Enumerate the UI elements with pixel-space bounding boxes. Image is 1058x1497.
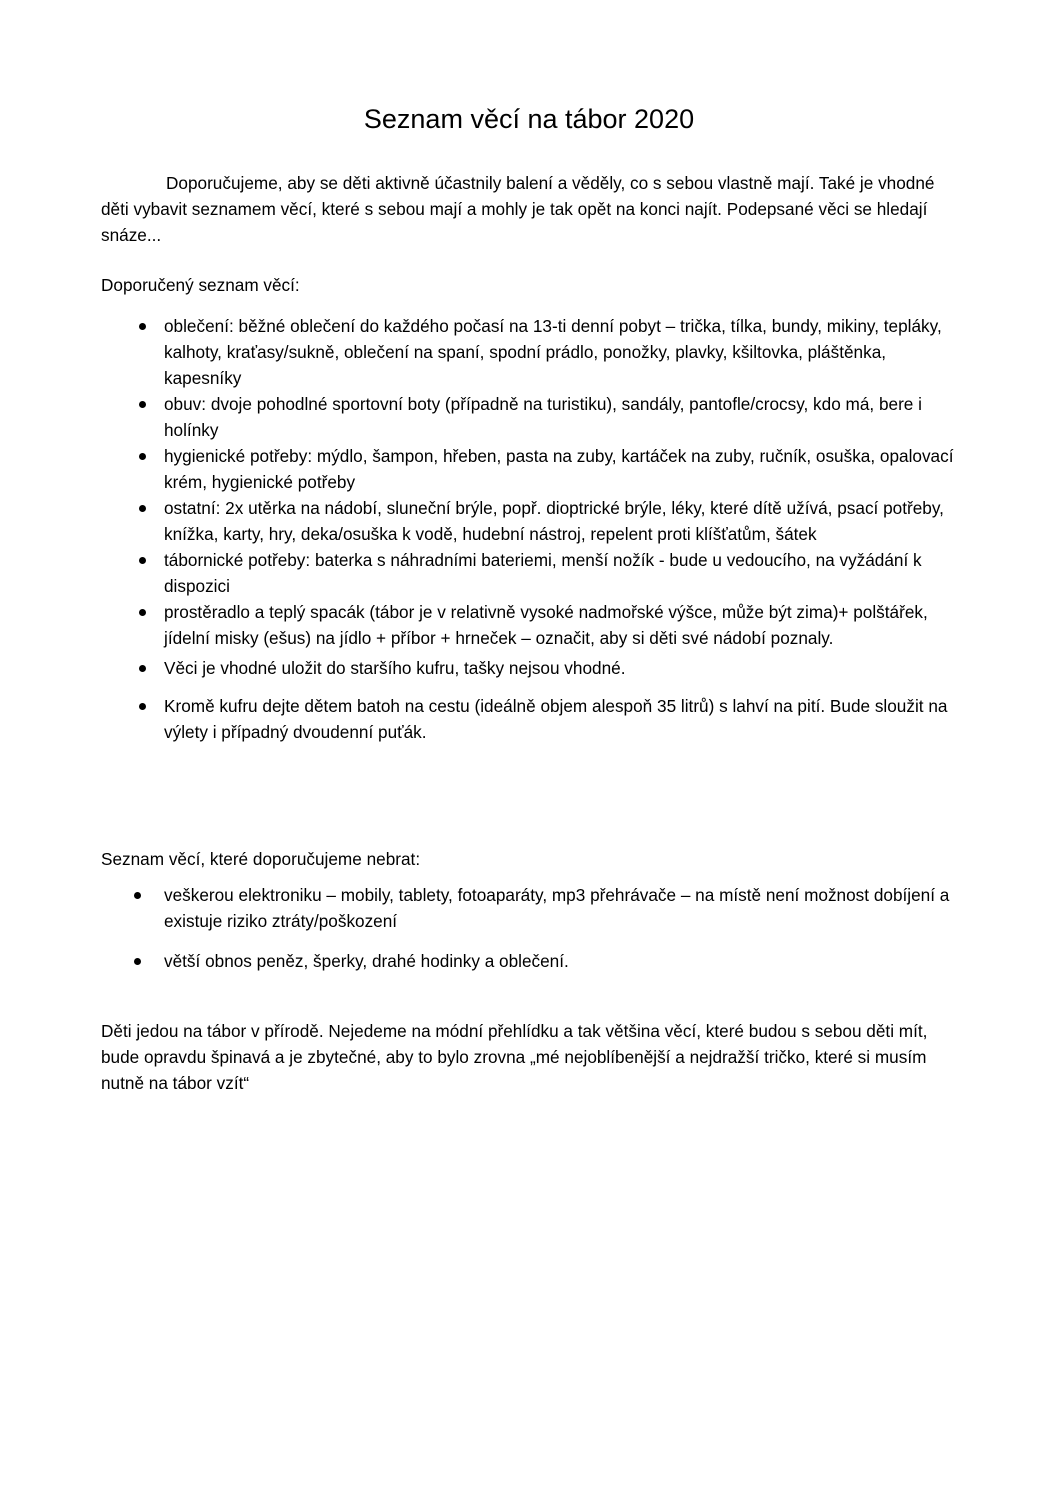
item-text: Kromě kufru dejte dětem batoh na cestu (ideálně objem alespoň 35 litrů) s lahví na pití. Bude sloužit na výlety i případný dvoudenní puťák. — [164, 696, 948, 742]
bullet-icon — [139, 505, 146, 512]
item-text: : baterka s náhradními bateriemi, menší nožík - bude u vedoucího, na vyžádání k dispozici — [164, 550, 922, 596]
list-item — [101, 693, 961, 745]
item-text: veškerou elektroniku – mobily, tablety, fotoaparáty, mp3 přehrávače – na místě není možnost dobíjení a existuje riziko ztráty/poškození — [164, 885, 950, 931]
bullet-icon — [139, 401, 146, 408]
bullet-icon — [139, 703, 146, 710]
list-item — [101, 547, 961, 599]
bullet-icon — [134, 892, 141, 899]
item-label: oblečení — [164, 316, 229, 336]
recommended-list — [101, 313, 961, 745]
list-item — [101, 655, 961, 681]
page-title: Seznam věcí na tábor 2020 — [363, 104, 695, 134]
bullet-icon — [134, 958, 141, 965]
list-item — [101, 443, 961, 495]
item-text: : 2x utěrka na nádobí, sluneční brýle, popř. dioptrické brýle, léky, které dítě užívá, psací potřeby, knížka, karty, hry, deka/osuška k vodě, hudební nástroj, repelent proti klíšťatům, — [164, 498, 944, 544]
intro-paragraph: Doporučujeme, aby se děti aktivně účastnily balení a věděly, co s sebou vlastně mají. Také je vhodné děti vybavit seznamem věcí, které s sebou mají a mohly je tak opět na konci najít. Podepsané věci se hledají snáze... — [101, 173, 935, 245]
item-label: prostěradlo a teplý spacák (tábor je v relativně vysoké nadmořské výšce, může být zima)+ polštářek, jídelní misky (ešus) na jídlo + příbor + hrneček – označit, aby si děti své nádobí poznaly. — [164, 602, 928, 648]
closing-paragraph: Děti jedou na tábor v přírodě. Nejedeme na módní přehlídku a tak většina věcí, které budou s sebou děti mít, bude opravdu špinavá a je zbytečné, aby to bylo zrovna „mé nejoblíbenější a nejdražší tričko, které si musím nutně na tábor vzít“ — [101, 1021, 928, 1093]
item-extra: šátek — [775, 524, 817, 544]
item-text: větší obnos peněz, šperky, drahé hodinky a oblečení. — [164, 951, 569, 971]
list-item — [101, 495, 961, 547]
item-text: Věci je vhodné uložit do staršího kufru, tašky nejsou vhodné. — [164, 658, 626, 678]
bullet-icon — [139, 609, 146, 616]
item-text: : běžné oblečení do každého počasí na 13-ti denní pobyt – trička, tílka, bundy, mikiny, tepláky, kalhoty, kraťasy/sukně, oblečení na spaní, spodní prádlo, ponožky, plavky, kšiltovka, pláštěnka, kapesníky — [164, 316, 942, 388]
item-text: : mýdlo, šampon, hřeben, pasta na zuby, kartáček na zuby, ručník, osuška, opalovací krém, hygienické potřeby — [164, 446, 954, 492]
list-item — [101, 882, 961, 934]
item-label: tábornické potřeby — [164, 550, 306, 570]
bullet-icon — [139, 557, 146, 564]
not-recommended-list — [101, 882, 961, 974]
item-label: hygienické potřeby — [164, 446, 308, 466]
list-item — [101, 391, 961, 443]
list-item — [101, 599, 961, 651]
bullet-icon — [139, 453, 146, 460]
bullet-icon — [139, 323, 146, 330]
list-item — [101, 948, 961, 974]
recommended-heading: Doporučený seznam věcí: — [101, 275, 300, 295]
item-label: obuv — [164, 394, 202, 414]
item-text: : dvoje pohodlné sportovní boty (případně na turistiku), sandály, pantofle/crocsy, kdo má, bere i holínky — [164, 394, 922, 440]
bullet-icon — [139, 665, 146, 672]
item-label: ostatní — [164, 498, 216, 518]
list-item — [101, 313, 961, 391]
not-recommended-heading: Seznam věcí, které doporučujeme nebrat: — [101, 849, 421, 869]
